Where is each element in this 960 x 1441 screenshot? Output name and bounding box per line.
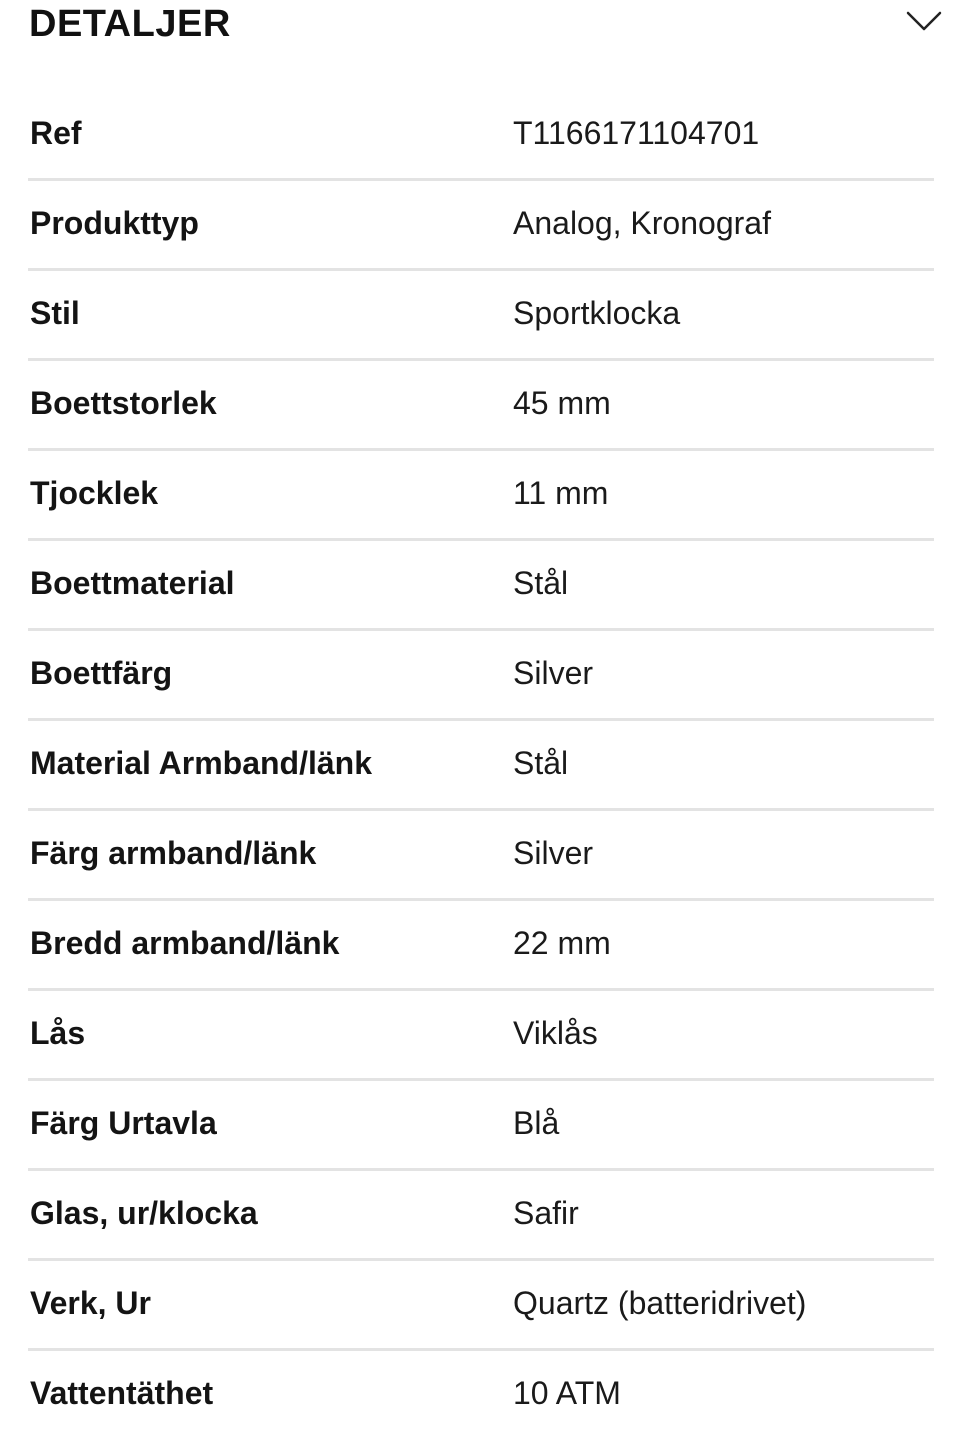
detail-value: Safir	[513, 1195, 579, 1231]
detail-label: Färg Urtavla	[30, 1105, 217, 1141]
detail-row-boettfarg	[28, 631, 934, 721]
detail-row-verk	[28, 1261, 934, 1351]
detail-row-boettstorlek	[28, 361, 934, 451]
detail-value: Sportklocka	[513, 295, 681, 331]
detail-label: Stil	[30, 295, 80, 331]
detail-value: Stål	[513, 565, 569, 601]
detail-label: Vattentäthet	[30, 1375, 214, 1411]
detail-row-tjocklek	[28, 451, 934, 541]
detail-row-material-armband	[28, 721, 934, 811]
detail-label: Boettstorlek	[30, 385, 217, 421]
detail-label: Verk, Ur	[30, 1285, 151, 1321]
detail-value: 10 ATM	[513, 1375, 621, 1411]
detail-value: Viklås	[513, 1015, 598, 1051]
detail-row-produkttyp	[28, 181, 934, 271]
detail-value: Silver	[513, 655, 594, 691]
detail-row-ref	[28, 91, 934, 181]
detail-label: Boettmaterial	[30, 565, 235, 601]
detail-row-glas	[28, 1171, 934, 1261]
detail-label: Boettfärg	[30, 655, 173, 691]
detail-value: Silver	[513, 835, 594, 871]
detail-value: Blå	[513, 1105, 560, 1141]
chevron-down-icon[interactable]	[906, 10, 942, 32]
detail-label: Glas, ur/klocka	[30, 1195, 258, 1231]
detail-row-stil	[28, 271, 934, 361]
detail-row-farg-urtavla	[28, 1081, 934, 1171]
detail-value: 11 mm	[513, 475, 609, 511]
detail-row-boettmaterial	[28, 541, 934, 631]
detail-value: T1166171104701	[513, 115, 760, 151]
details-header[interactable]	[0, 0, 960, 60]
detail-value: Stål	[513, 745, 569, 781]
detail-value: 22 mm	[513, 925, 611, 961]
details-title: DETALJER	[29, 3, 231, 45]
detail-label: Tjocklek	[30, 475, 159, 511]
detail-label: Färg armband/länk	[30, 835, 317, 871]
detail-label: Produkttyp	[30, 205, 199, 241]
detail-row-farg-armband	[28, 811, 934, 901]
detail-label: Bredd armband/länk	[30, 925, 340, 961]
detail-value: 45 mm	[513, 385, 611, 421]
detail-row-bredd-armband	[28, 901, 934, 991]
detail-row-las	[28, 991, 934, 1081]
detail-label: Material Armband/länk	[30, 745, 373, 781]
details-table	[28, 91, 934, 1441]
detail-label: Ref	[30, 115, 82, 151]
detail-value: Quartz (batteridrivet)	[513, 1285, 807, 1321]
detail-label: Lås	[30, 1015, 86, 1051]
detail-value: Analog, Kronograf	[513, 205, 771, 241]
